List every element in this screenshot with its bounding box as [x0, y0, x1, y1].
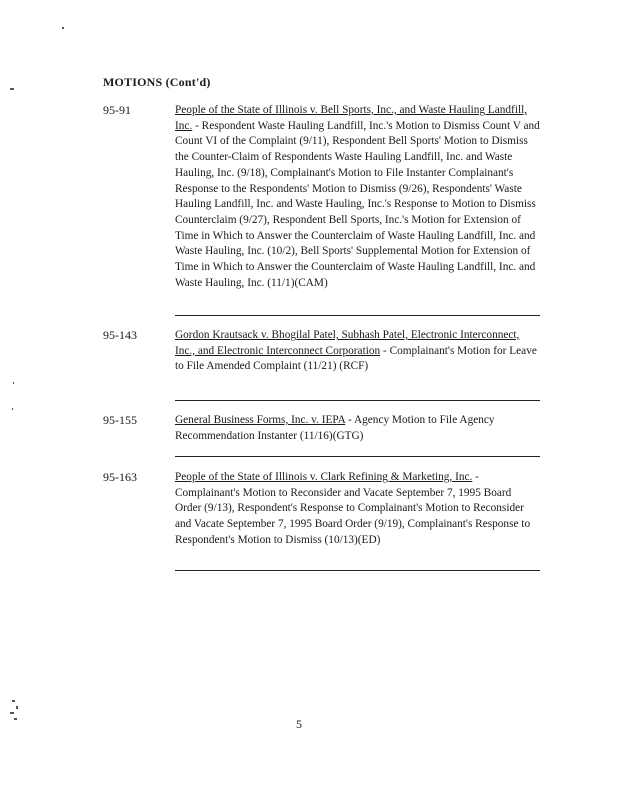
scan-speck [12, 408, 13, 410]
motion-text [175, 103, 540, 291]
scan-speck [10, 712, 14, 714]
entry-divider [175, 315, 540, 316]
motion-text [175, 328, 540, 375]
scan-speck [10, 88, 14, 90]
docket-number: 95-163 [103, 470, 137, 484]
scan-speck [14, 718, 17, 720]
entry-divider [175, 456, 540, 457]
case-name: People of the State of Illinois v. Clark Refining & Marketing, Inc. [175, 471, 473, 483]
motion-text [175, 470, 540, 549]
entry-divider [175, 570, 540, 571]
docket-number: 95-91 [103, 103, 131, 117]
entry-divider [175, 400, 540, 401]
scan-speck [13, 382, 14, 384]
motion-description: - Agency Motion to File Agency Recommendation Instanter (11/16)(GTG) [175, 414, 495, 442]
motion-description: - Complainant's Motion for Leave to File Amended Complaint (11/21) (RCF) [175, 344, 537, 373]
scan-speck [62, 27, 64, 29]
docket-number: 95-155 [103, 413, 137, 427]
motion-description: - Respondent Waste Hauling Landfill, Inc.'s Motion to Dismiss Count V and Count VI of the Complaint (9/11), Respondent Bell Sports' Motion to Dismiss the Counter-Claim of Respondents Waste Hauling Landfill, Inc. and Waste Hauling, Inc. (9/18), Complainant's Motion to File Instanter Complainant's Response to the Respondents' Motion to Dismiss (9/26), Respondents' Waste Hauling Landfill, Inc. and Waste Hauling, Inc.'s Response to Motion to Dismiss Counterclaim (9/27), Respondent Bell Sports, Inc.'s Motion for Extension of Time in Which to Answer the Counterclaim of Waste Hauling Landfill, Inc. and Waste Hauling, Inc. (10/2), Bell Sports' Supplemental Motion for Extension of Time in Which to Answer the Counterclaim of Waste Hauling Landfill, Inc. and Waste Hauling, Inc. (11/1)(CAM) [175, 119, 540, 289]
docket-number: 95-143 [103, 328, 137, 342]
page-number: 5 [296, 717, 302, 731]
scan-speck [12, 700, 15, 702]
case-name: General Business Forms, Inc. v. IEPA [175, 414, 346, 426]
case-name: Gordon Krautsack v. Bhogilal Patel, Subhash Patel, Electronic Interconnect, Inc., and Electronic Interconnect Corporation [175, 329, 520, 357]
section-heading: MOTIONS (Cont'd) [103, 75, 211, 89]
case-name: People of the State of Illinois v. Bell Sports, Inc., and Waste Hauling Landfill, Inc. [175, 104, 528, 132]
motion-description: - Complainant's Motion to Reconsider and Vacate September 7, 1995 Board Order (9/13), Respondent's Response to Complainant's Motion to Reconsider and Vacate September 7, 1995 Board Order (9/19), Complainant's Response to Respondent's Motion to Dismiss (10/13)(ED) [175, 471, 531, 546]
motion-text [175, 413, 540, 444]
scan-speck [16, 706, 18, 709]
